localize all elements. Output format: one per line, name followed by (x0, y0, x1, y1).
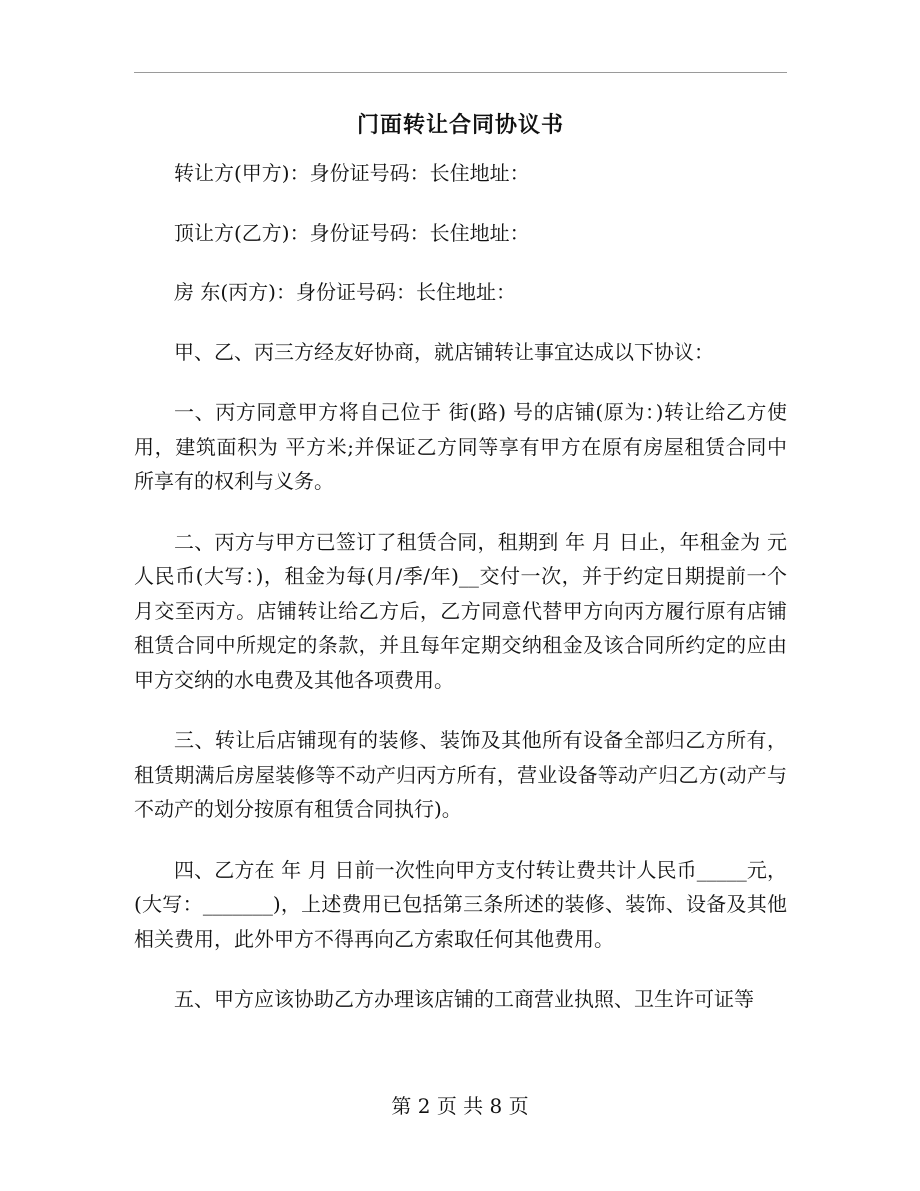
clause-1: 一、丙方同意甲方将自己位于 街(路) 号的店铺(原为：)转让给乙方使用，建筑面积为 平方米;并保证乙方同等享有甲方在原有房屋租赁合同中所享有的权利与义务。 (134, 400, 787, 493)
party-c-line: 房 东(丙方)：身份证号码：长住地址： (174, 280, 516, 304)
clause-3: 三、转让后店铺现有的装修、装饰及其他所有设备全部归乙方所有，租赁期满后房屋装修等不动产归丙方所有，营业设备等动产归乙方(动产与不动产的划分按原有租赁合同执行)。 (134, 728, 787, 821)
party-b-line: 顶让方(乙方)：身份证号码：长住地址： (174, 220, 530, 245)
clause-5: 五、甲方应该协助乙方办理该店铺的工商营业执照、卫生许可证等 (174, 987, 754, 1011)
agreement-intro: 甲、乙、丙三方经友好协商，就店铺转让事宜达成以下协议： (174, 339, 714, 364)
document-title: 门面转让合同协议书 (356, 112, 564, 138)
clause-4: 四、乙方在 年 月 日前一次性向甲方支付转让费共计人民币_____元，(大写：_______)，上述费用已包括第三条所述的装修、装饰、设备及其他相关费用，此外甲方不得再向乙方索取任何其他费用。 (134, 857, 787, 951)
clause-2: 二、丙方与甲方已签订了租赁合同，租期到 年 月 日止，年租金为 元人民币(大写：)，租金为每(月/季/年)__交付一次，并于约定日期提前一个月交至丙方。店铺转让给乙方后，乙方同意代替甲方向丙方履行原有店铺租赁合同中所规定的条款，并且每年定期交纳租金及该合同所约定的应由甲方交纳的水电费及其他各项费用。 (134, 529, 787, 692)
party-a-line: 转让方(甲方)：身份证号码：长住地址： (174, 161, 530, 185)
header-divider (134, 72, 787, 73)
document-body (134, 156, 787, 1043)
page-indicator: 第 2 页 共 8 页 (391, 1094, 529, 1118)
